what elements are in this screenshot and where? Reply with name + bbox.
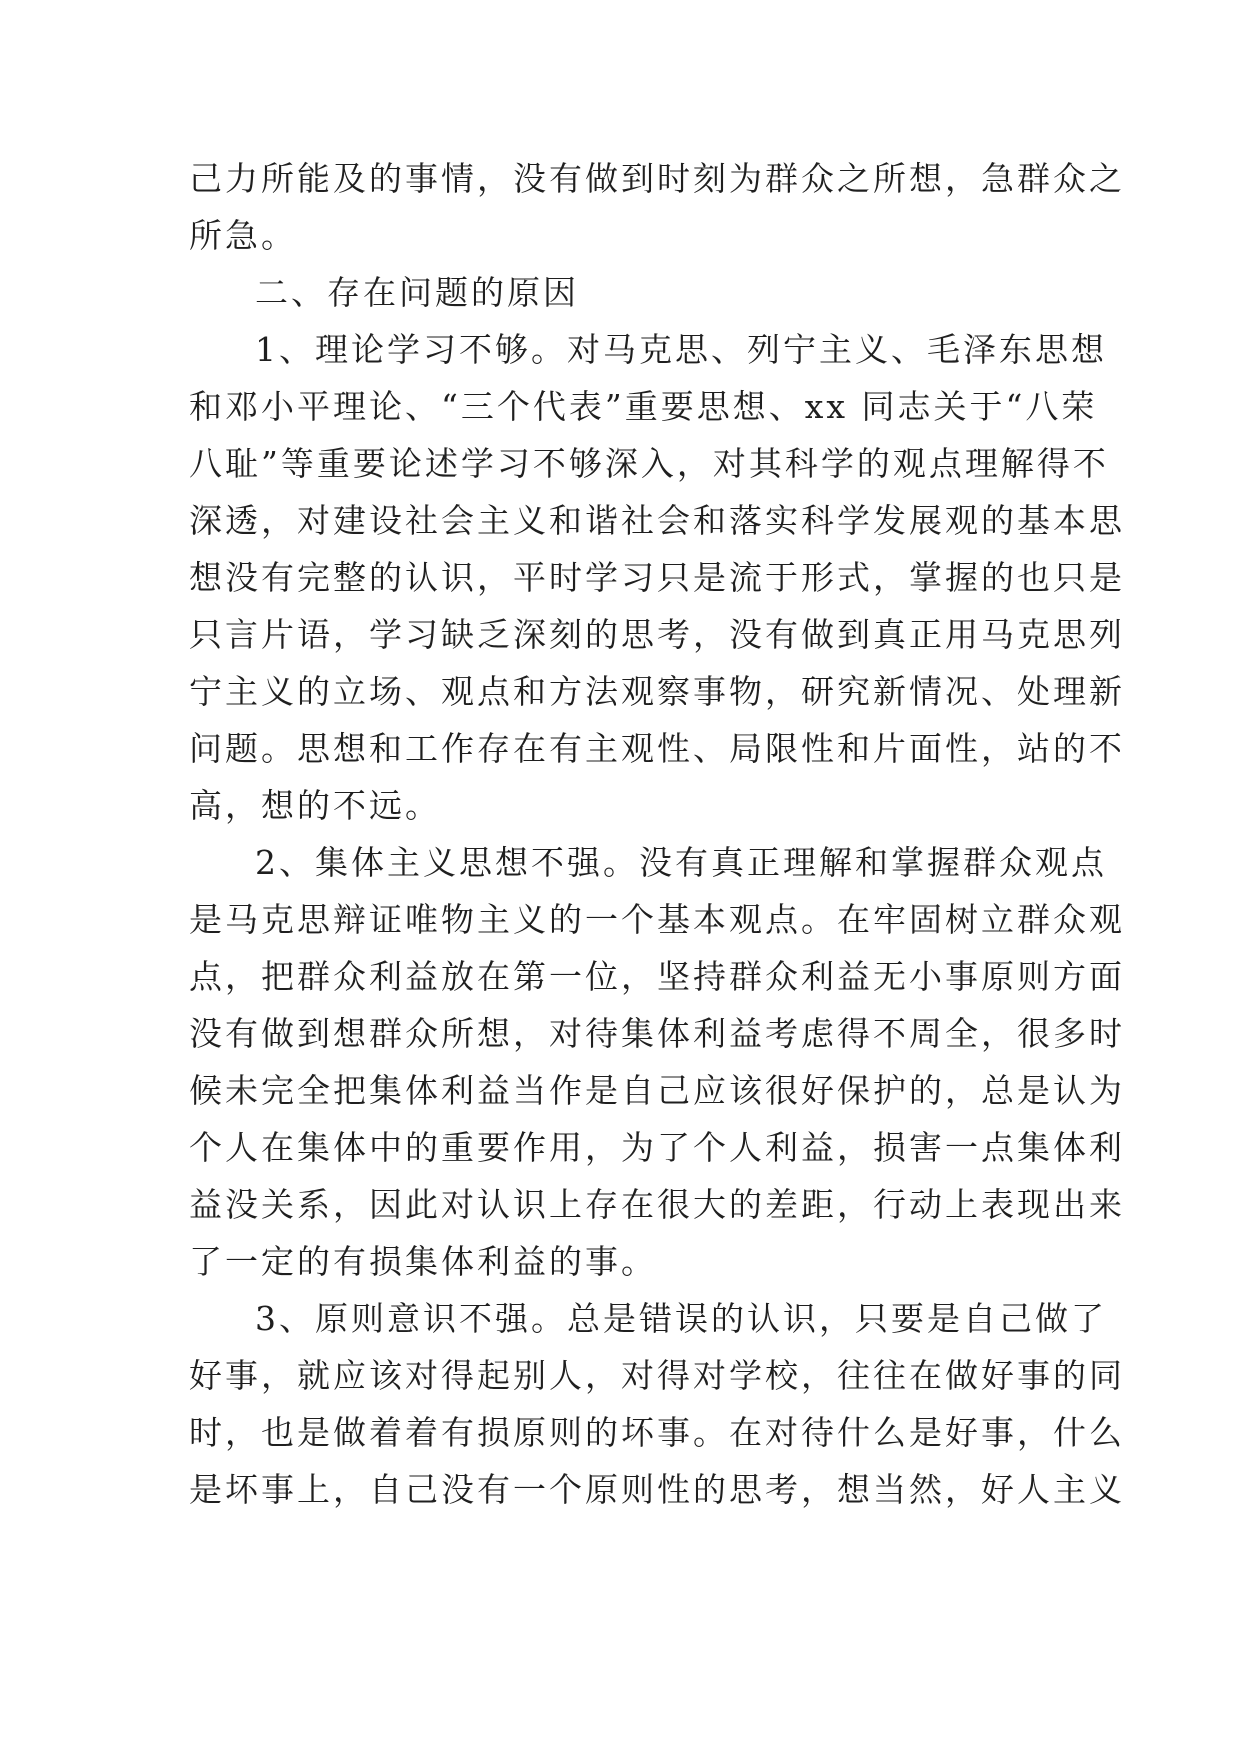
section-heading: 二、存在问题的原因 [255,273,579,312]
paragraph-start-line: 1、理论学习不够。对马克思、列宁主义、毛泽东思想 [255,330,1107,369]
text-line: 点，把群众利益放在第一位，坚持群众利益无小事原则方面 [189,957,1125,996]
text-line: 个人在集体中的重要作用，为了个人利益，损害一点集体利 [189,1128,1125,1167]
text-line: 深透，对建设社会主义和谐社会和落实科学发展观的基本思 [189,501,1125,540]
text-line: 己力所能及的事情，没有做到时刻为群众之所想，急群众之 [189,159,1125,198]
text-line: 是坏事上，自己没有一个原则性的思考，想当然，好人主义 [189,1470,1125,1509]
text-line: 八耻”等重要论述学习不够深入，对其科学的观点理解得不 [189,444,1109,483]
text-line: 好事，就应该对得起别人，对得对学校，往往在做好事的同 [189,1356,1125,1395]
text-line: 候未完全把集体利益当作是自己应该很好保护的，总是认为 [189,1071,1125,1110]
text-line: 益没关系，因此对认识上存在很大的差距，行动上表现出来 [189,1185,1125,1224]
text-line: 了一定的有损集体利益的事。 [189,1242,657,1281]
text-line: 是马克思辩证唯物主义的一个基本观点。在牢固树立群众观 [189,900,1125,939]
text-line: 高，想的不远。 [189,786,441,825]
text-line: 和邓小平理论、“三个代表”重要思想、xx 同志关于“八荣 [189,387,1098,426]
paragraph-start-line: 3、原则意识不强。总是错误的认识，只要是自己做了 [255,1299,1107,1338]
text-line: 问题。思想和工作存在有主观性、局限性和片面性，站的不 [189,729,1125,768]
text-line: 所急。 [189,216,297,255]
text-line: 只言片语，学习缺乏深刻的思考，没有做到真正用马克思列 [189,615,1125,654]
text-line: 时，也是做着着有损原则的坏事。在对待什么是好事，什么 [189,1413,1125,1452]
text-line: 宁主义的立场、观点和方法观察事物，研究新情况、处理新 [189,672,1125,711]
text-line: 想没有完整的认识，平时学习只是流于形式，掌握的也只是 [189,558,1125,597]
text-line: 没有做到想群众所想，对待集体利益考虑得不周全，很多时 [189,1014,1125,1053]
document-body [189,150,1125,1518]
paragraph-start-line: 2、集体主义思想不强。没有真正理解和掌握群众观点 [255,843,1107,882]
